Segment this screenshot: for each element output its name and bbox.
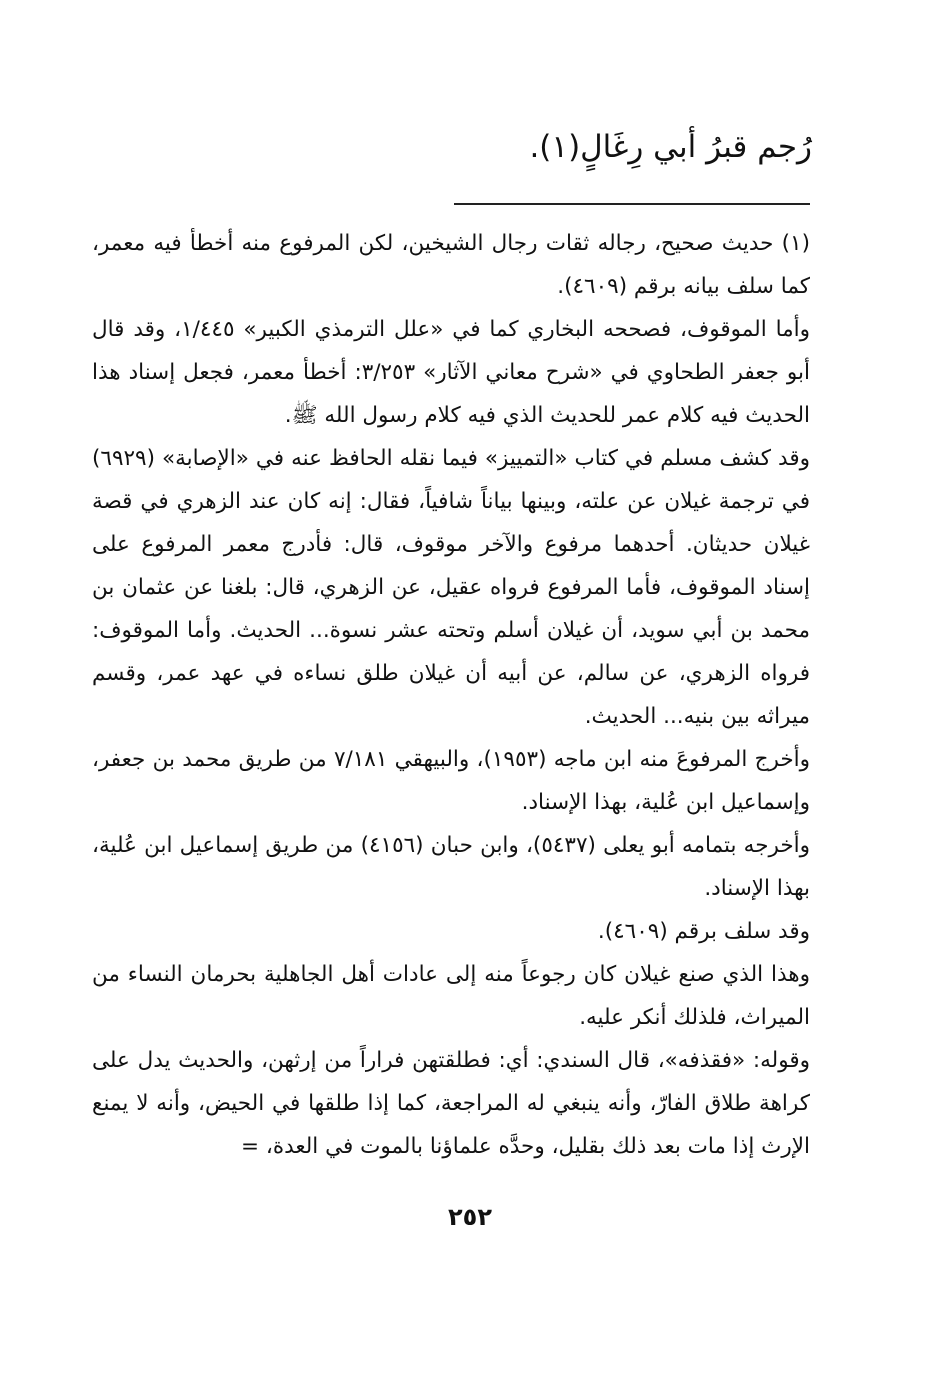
footnotes (92, 222, 810, 1168)
footnote-paragraph: (١) حديث صحيح، رجاله ثقات رجال الشيخين، لكن المرفوع منه أخطأ فيه معمر، كما سلف بيانه برقم (٤٦٠٩). (92, 231, 810, 299)
footnote-paragraph: وقوله: «فقذفه»، قال السندي: أي: فطلقتهن فراراً من إرثهن، والحديث يدل على كراهة طلاق الفارّ، وأنه ينبغي له المراجعة، كما إذا طلقها في الحيض، وأنه لا يمنع الإرث إذا مات بعد ذلك بقليل، وحدَّه علماؤنا بالموت في العدة، = (92, 1048, 810, 1159)
footnote-paragraph: وهذا الذي صنع غيلان كان رجوعاً منه إلى عادات أهل الجاهلية بحرمان النساء من الميراث، فلذلك أنكر عليه. (92, 962, 810, 1030)
main-text-line: رُجم قبرُ أبي رِغَالٍ(١). (529, 129, 812, 165)
footnote-paragraph: وأخرجه بتمامه أبو يعلى (٥٤٣٧)، وابن حبان (٤١٥٦) من طريق إسماعيل ابن عُلية، بهذا الإسناد. (92, 833, 811, 901)
footnote-paragraph: وقد كشف مسلم في كتاب «التمييز» فيما نقله الحافظ عنه في «الإصابة» (٦٩٢٩) في ترجمة غيلان عن علته، وبينها بياناً شافياً، فقال: إنه كان عند الزهري في قصة غيلان حديثان. أحدهما مرفوع والآخر موقوف، قال: فأدرج معمر المرفوع على إسناد الموقوف، فأما المرفوع فرواه عقيل، عن الزهري، قال: بلغنا عن عثمان بن محمد بن أبي سويد، أن غيلان أسلم وتحته عشر نسوة... الحديث. وأما الموقوف: فرواه الزهري، عن سالم، عن أبيه أن غيلان طلق نساءه في عهد عمر، وقسم ميراثه بين بنيه... الحديث. (92, 446, 810, 729)
footnote-paragraph: وقد سلف برقم (٤٦٠٩). (597, 919, 810, 944)
footnote-paragraph: وأما الموقوف، فصححه البخاري كما في «علل الترمذي الكبير» ١/٤٤٥، وقد قال أبو جعفر الطحاوي في «شرح معاني الآثار» ٣/٢٥٣: أخطأ معمر، فجعل إسناد هذا الحديث فيه كلام عمر للحديث الذي فيه كلام رسول الله ﷺ. (92, 317, 810, 428)
page-number: ٢٥٢ (448, 1203, 492, 1231)
footnote-paragraph: وأخرج المرفوعَ منه ابن ماجه (١٩٥٣)، والبيهقي ٧/١٨١ من طريق محمد بن جعفر، وإسماعيل ابن عُلية، بهذا الإسناد. (92, 747, 810, 815)
footnote-separator (454, 203, 810, 205)
